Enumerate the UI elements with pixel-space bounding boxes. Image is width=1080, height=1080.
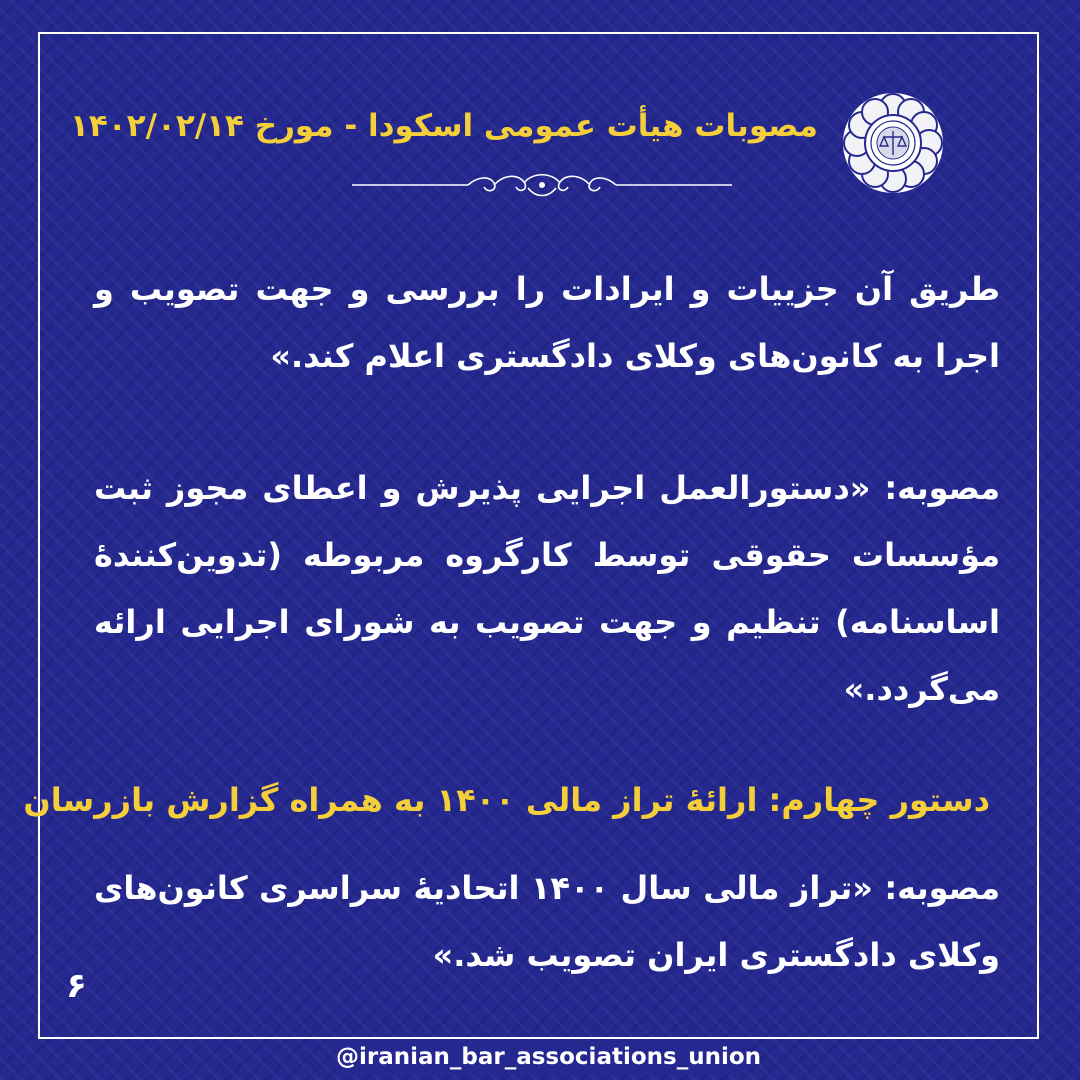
agenda-item-heading: دستور چهارم: ارائۀ تراز مالی ۱۴۰۰ به همراه گزارش بازرسان bbox=[23, 781, 990, 819]
social-handle: @iranian_bar_associations_union bbox=[336, 1039, 746, 1075]
decorative-divider-icon bbox=[348, 168, 736, 202]
page-number: ۶ bbox=[66, 966, 87, 1006]
bar-association-emblem-icon bbox=[842, 92, 944, 194]
page-title: مصوبات هیأت عمومی اسکودا - مورخ ۱۴۰۲/۰۲/۱۴ bbox=[69, 108, 818, 144]
resolution-paragraph-financial: مصوبه: «تراز مالی سال ۱۴۰۰ اتحادیۀ سراسری کانون‌های وکلای دادگستری ایران تصویب شد.» bbox=[94, 869, 1001, 974]
paragraph-continuation: طریق آن جزییات و ایرادات را بررسی و جهت تصویب و اجرا به کانون‌های وکلای دادگستری اعلام کند.» bbox=[94, 270, 1000, 375]
resolution-paragraph: مصوبه: «دستورالعمل اجرایی پذیرش و اعطای مجوز ثبت مؤسسات حقوقی توسط کارگروه مربوطه (تدوین‌کنندۀ اساسنامه) تنظیم و جهت تصویب به شورای اجرایی ارائه می‌گردد.» bbox=[94, 469, 1000, 708]
